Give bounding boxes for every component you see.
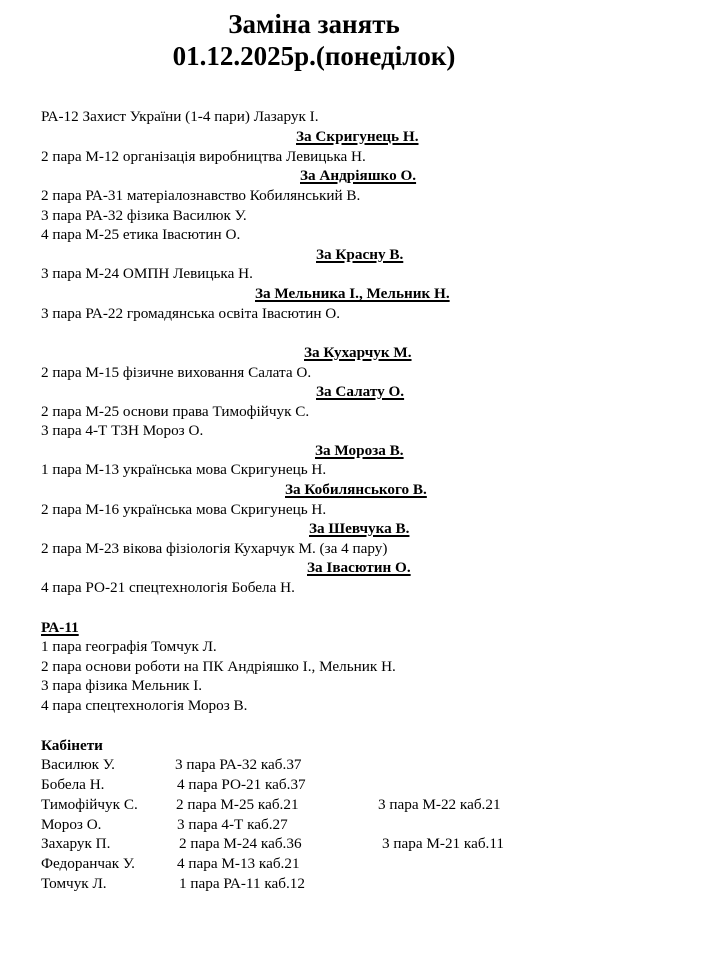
room-assignment-second: 3 пара М-21 каб.11 [382,835,504,852]
substitution-line: 3 пара М-24 ОМПН Левицька Н. [41,265,253,282]
room-assignment: 3 пара 4-Т каб.27 [177,816,288,833]
replacement-header: За Красну В. [316,246,404,263]
room-assignment: 3 пара РА-32 каб.37 [175,756,302,773]
room-teacher: Бобела Н. [41,776,105,793]
substitution-line: 2 пара М-12 організація виробництва Левицька Н. [41,148,366,165]
replacement-header: За Скригунець Н. [296,128,419,145]
replacement-header: За Кобилянського В. [285,481,427,498]
replacement-header: За Івасютин О. [307,559,411,576]
group-section-title: РА-11 [41,619,79,636]
room-teacher: Федоранчак У. [41,855,135,872]
group-lesson-line: 2 пара основи роботи на ПК Андріяшко І., Мельник Н. [41,658,396,675]
document-title: Заміна занять [228,9,400,39]
document-date: 01.12.2025р.(понеділок) [172,41,456,71]
replacement-header: За Салату О. [316,383,405,400]
group-lesson-line: 3 пара фізика Мельник І. [41,677,203,694]
substitution-line: 4 пара РО-21 спецтехнологія Бобела Н. [41,579,295,596]
substitution-line: РА-12 Захист України (1-4 пари) Лазарук І. [41,108,319,125]
room-teacher: Томчук Л. [41,875,107,892]
replacement-header: За Шевчука В. [309,520,410,537]
room-assignment-second: 3 пара М-22 каб.21 [378,796,501,813]
replacement-header: За Андріяшко О. [300,167,417,184]
rooms-section-title: Кабінети [41,737,103,754]
substitution-line: 1 пара М-13 українська мова Скригунець Н. [41,461,327,478]
substitution-line: 2 пара М-23 вікова фізіологія Кухарчук М. (за 4 пару) [41,540,388,557]
group-lesson-line: 4 пара спецтехнологія Мороз В. [41,697,248,714]
room-assignment: 4 пара РО-21 каб.37 [177,776,306,793]
substitution-line: 3 пара РА-22 громадянська освіта Івасютин О. [41,305,341,322]
substitution-line: 3 пара 4-Т ТЗН Мороз О. [41,422,204,439]
substitution-line: 2 пара М-15 фізичне виховання Салата О. [41,364,312,381]
room-assignment: 2 пара М-24 каб.36 [179,835,302,852]
replacement-header: За Мельника І., Мельник Н. [255,285,450,302]
substitution-line: 4 пара М-25 етика Івасютин О. [41,226,241,243]
substitution-line: 2 пара М-16 українська мова Скригунець Н. [41,501,327,518]
room-teacher: Захарук П. [41,835,111,852]
replacement-header: За Кухарчук М. [304,344,412,361]
room-teacher: Василюк У. [41,756,115,773]
room-assignment: 1 пара РА-11 каб.12 [179,875,305,892]
substitution-line: 3 пара РА-32 фізика Василюк У. [41,207,247,224]
substitution-line: 2 пара РА-31 матеріалознавство Кобилянський В. [41,187,361,204]
room-assignment: 2 пара М-25 каб.21 [176,796,299,813]
substitution-line: 2 пара М-25 основи права Тимофійчук С. [41,403,310,420]
room-teacher: Мороз О. [41,816,102,833]
group-lesson-line: 1 пара географія Томчук Л. [41,638,217,655]
room-assignment: 4 пара М-13 каб.21 [177,855,300,872]
room-teacher: Тимофійчук С. [41,796,138,813]
replacement-header: За Мороза В. [315,442,404,459]
